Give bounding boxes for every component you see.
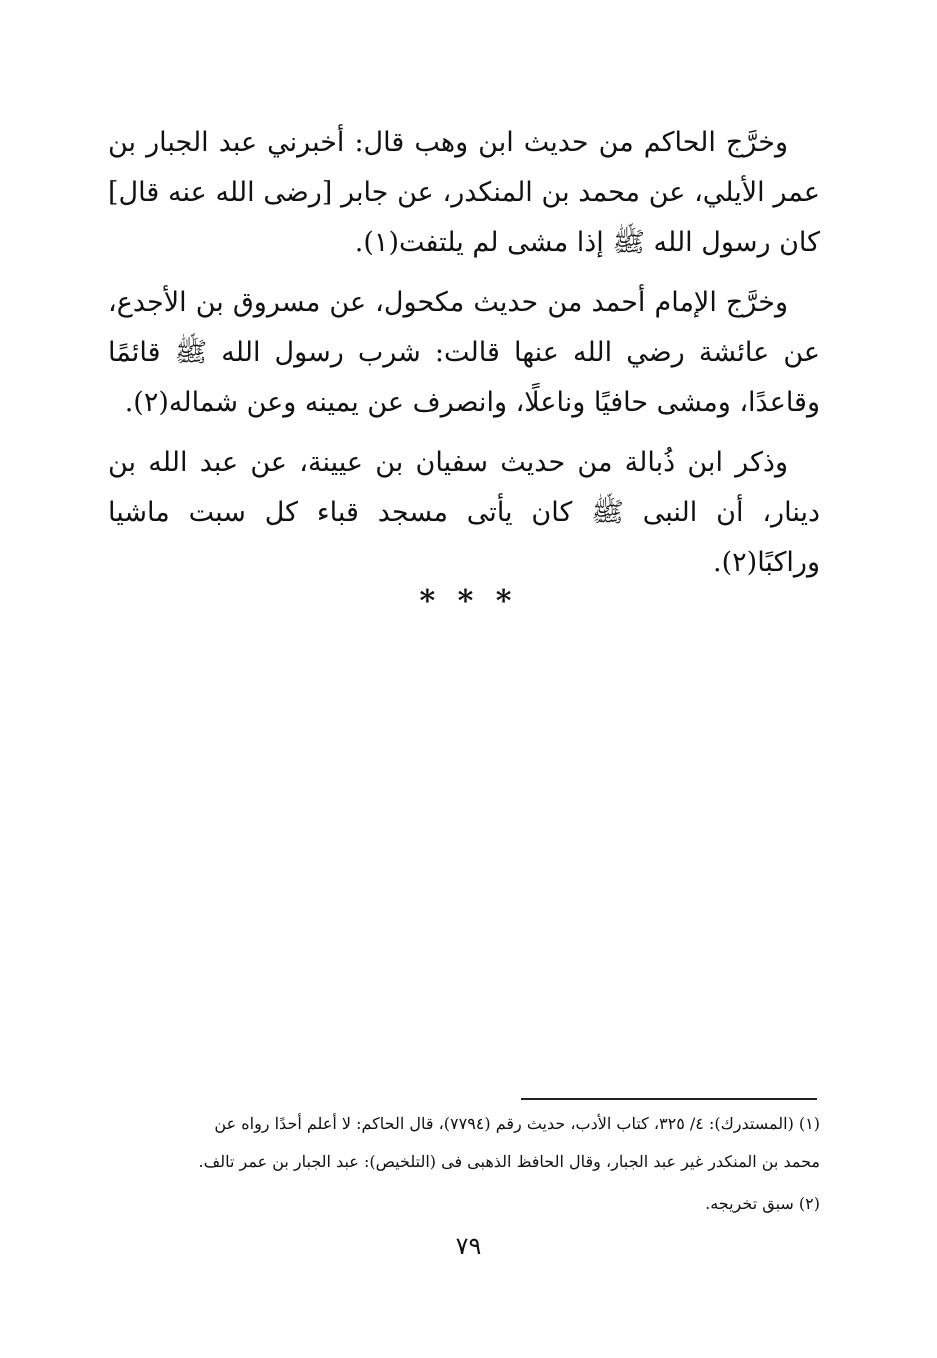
footnote-2: (٢) سبق تخريجه. [705,1194,820,1213]
footnote-1: (١) (المستدرك): ٤/ ٣٢٥، كتاب الأدب، حديث رقم (٧٧٩٤)، قال الحاكم: لا أعلم أحدًا رواه عن [214,1114,820,1133]
footnote-divider [521,1098,817,1100]
paragraph-2: وخرَّج الإمام أحمد من حديث مكحول، عن مسروق بن الأجدع، عن عائشة رضي الله عنها قالت: شرب رسول الله ﷺ قائمًا وقاعدًا، ومشى حافيًا وناعلًا، وانصرف عن يمينه وعن شماله(٢). [108,287,820,418]
section-separator: * * * [419,584,518,619]
footnote-1-continuation: محمد بن المنكدر غير عبد الجبار، وقال الحافظ الذهبى فى (التلخيص): عبد الجبار بن عمر تالف. [198,1152,820,1171]
footnotes [98,1110,820,1228]
paragraph-3: وذكر ابن ذُبالة من حديث سفيان بن عيينة، عن عبد الله بن دينار، أن النبى ﷺ كان يأتى مسجد قباء كل سبت ماشيا وراكبًا(٢). [108,447,820,578]
page-number: ٧٩ [455,1232,482,1260]
main-text [108,118,820,598]
paragraph-1: وخرَّج الحاكم من حديث ابن وهب قال: أخبرني عبد الجبار بن عمر الأيلي، عن محمد بن المنكدر، عن جابر [رضى الله عنه قال] كان رسول الله ﷺ إذا مشى لم يلتفت(١). [108,127,820,258]
